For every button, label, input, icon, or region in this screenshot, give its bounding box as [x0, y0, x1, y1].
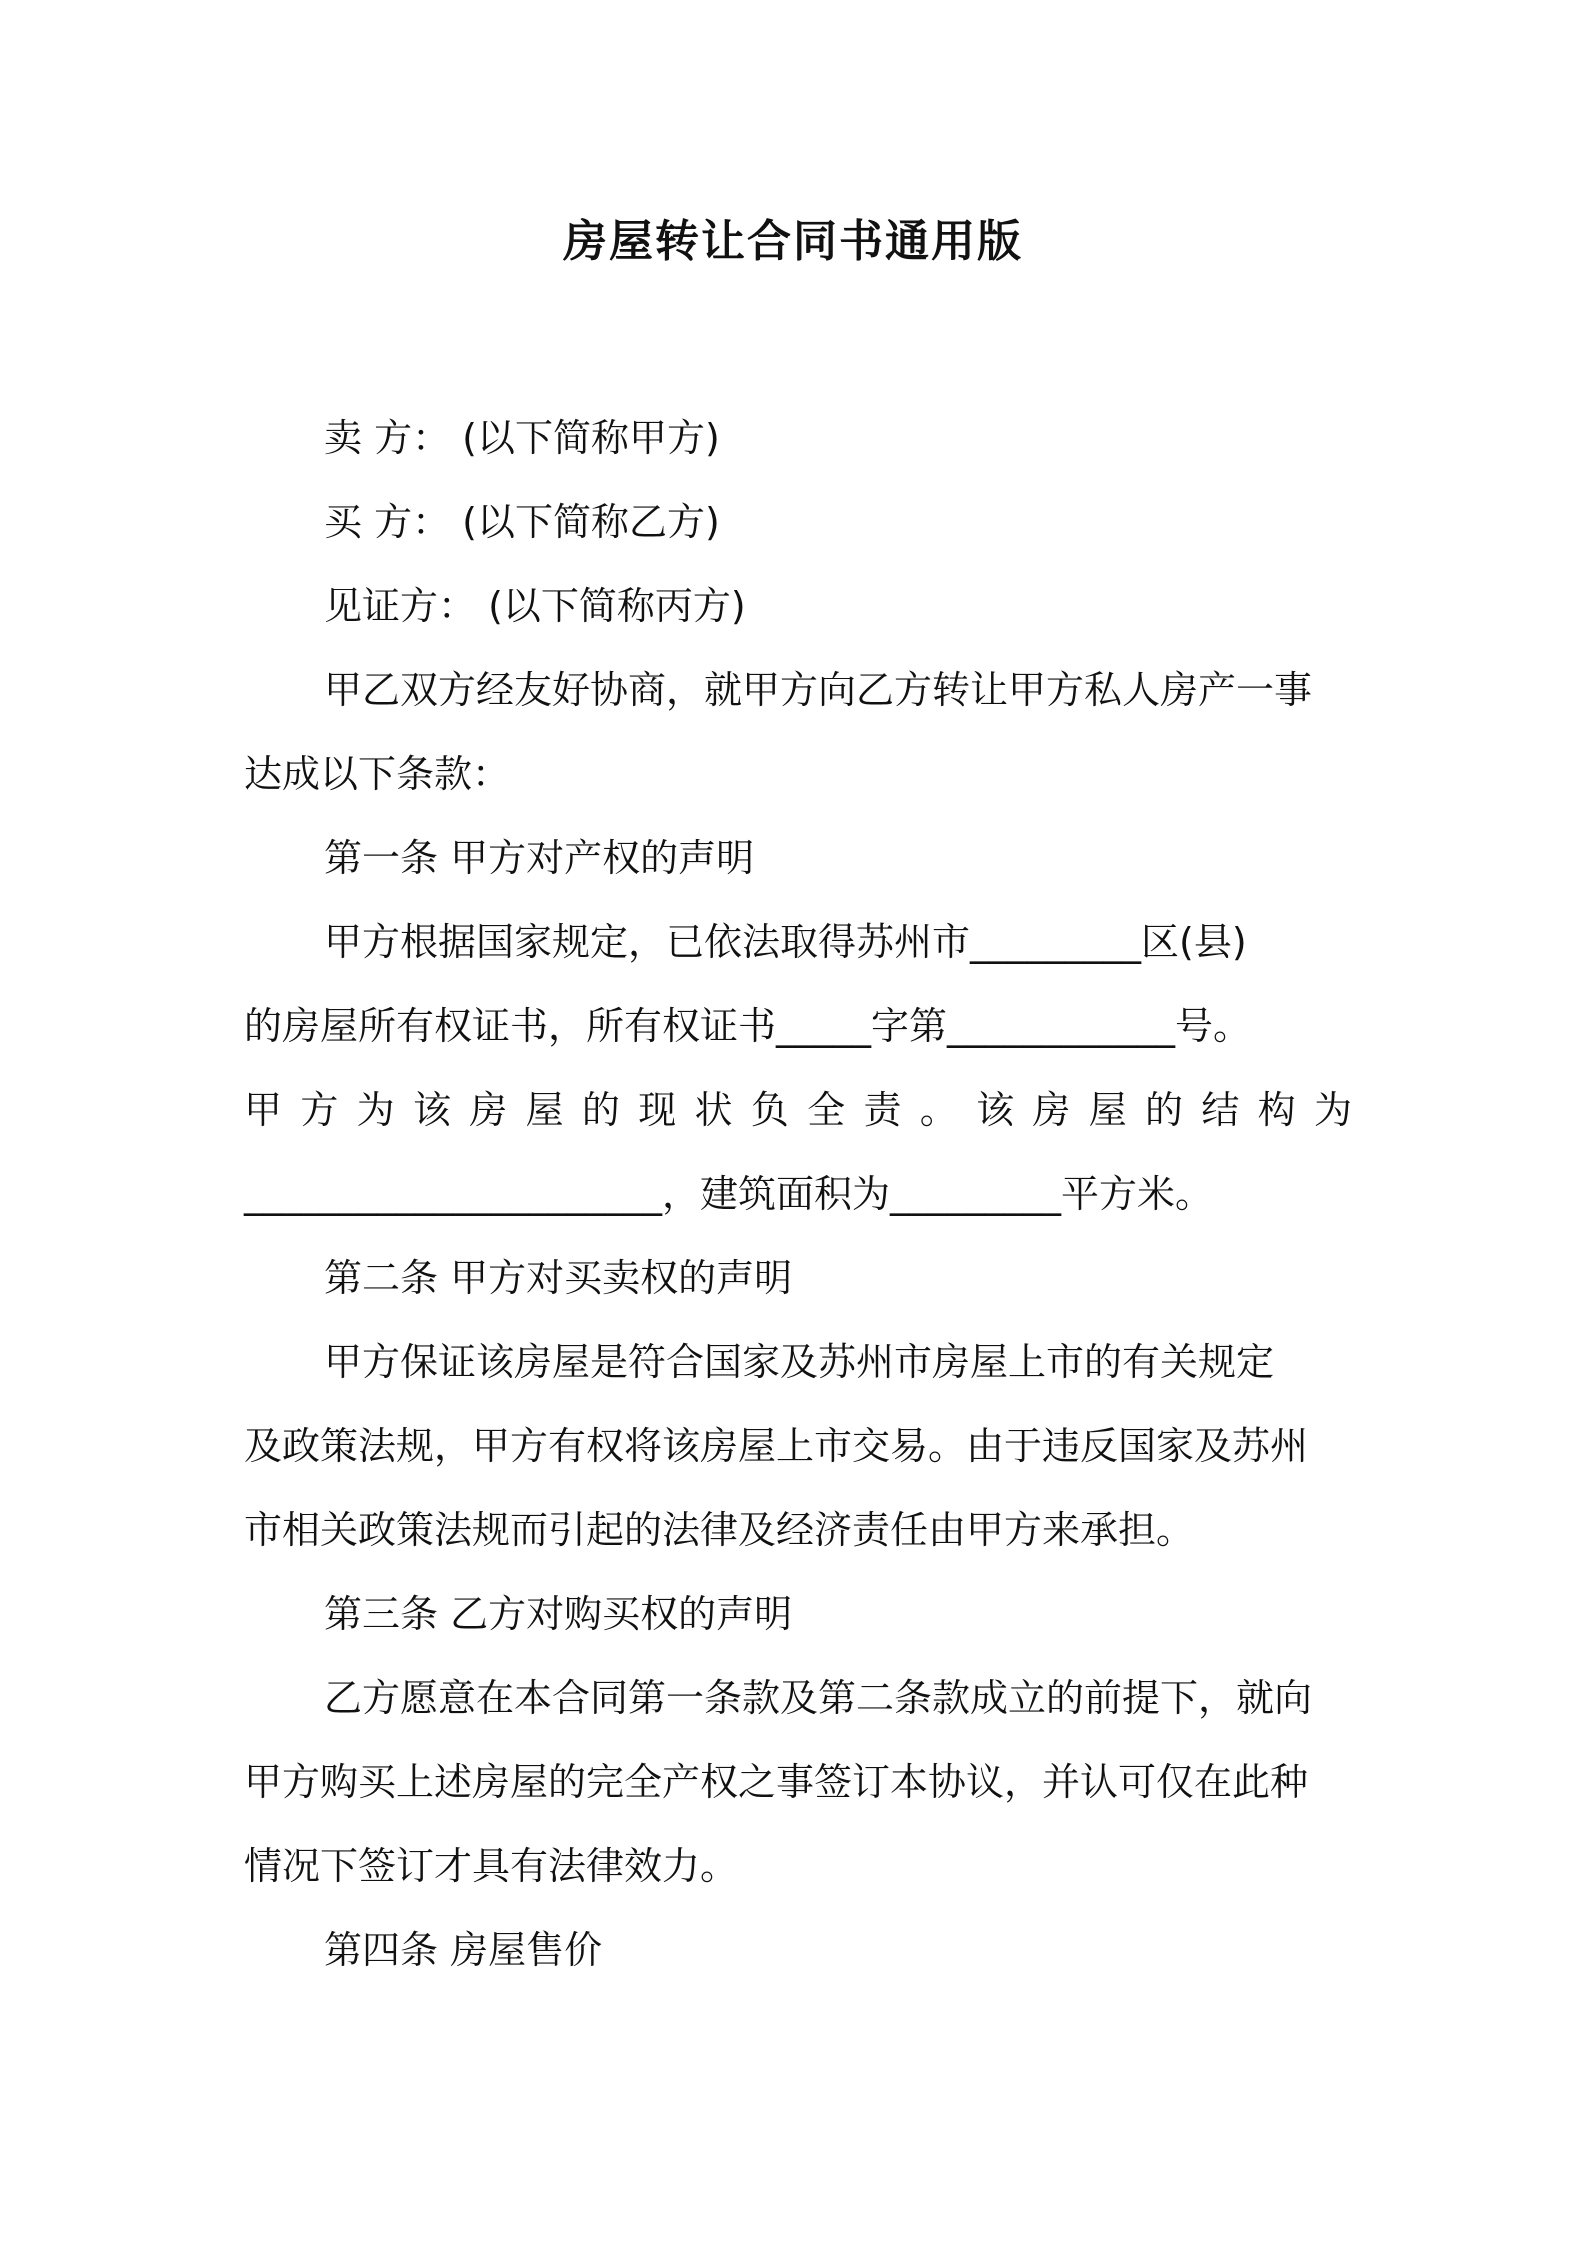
article1-line-3-char: 结 [1201, 1088, 1240, 1132]
article1-line-3-char: 责 [863, 1088, 902, 1132]
article2-line-1: 甲方保证该房屋是符合国家及苏州市房屋上市的有关规定 [324, 1340, 1275, 1384]
article1-line-3-char: 屋 [1088, 1088, 1127, 1132]
article1-line-4: ______________________，建筑面积为_________平方米。 [244, 1172, 1214, 1216]
article1-line-3-char: 现 [638, 1088, 677, 1132]
article2-line-3: 市相关政策法规而引起的法律及经济责任由甲方来承担。 [244, 1508, 1195, 1552]
article3-line-2: 甲方购买上述房屋的完全产权之事签订本协议，并认可仅在此种 [244, 1760, 1309, 1804]
article1-line-3-char: 的 [581, 1088, 620, 1132]
article3-heading: 第三条 乙方对购买权的声明 [324, 1592, 793, 1636]
intro-line-2: 达成以下条款： [244, 752, 511, 796]
article1-line-2: 的房屋所有权证书，所有权证书_____字第____________号。 [244, 1004, 1252, 1048]
article1-line-3-char: 为 [1313, 1088, 1352, 1132]
article1-line-3-char: 该 [976, 1088, 1015, 1132]
document-title: 房屋转让合同书通用版 [563, 216, 1023, 267]
article1-line-3-char: 房 [469, 1088, 508, 1132]
article1-heading: 第一条 甲方对产权的声明 [324, 836, 755, 880]
seller-line: 卖 方： (以下简称甲方) [324, 416, 720, 460]
witness-line: 见证方： (以下简称丙方) [324, 584, 746, 628]
article1-line-3-char: 状 [694, 1088, 733, 1132]
article1-line-3-char: 为 [356, 1088, 395, 1132]
article3-line-1: 乙方愿意在本合同第一条款及第二条款成立的前提下，就向 [324, 1676, 1313, 1720]
article3-line-3: 情况下签订才具有法律效力。 [244, 1844, 739, 1888]
article1-line-3-char: 该 [412, 1088, 451, 1132]
article1-line-3-char: 方 [300, 1088, 339, 1132]
article1-line-1: 甲方根据国家规定，已依法取得苏州市_________区(县) [324, 920, 1247, 964]
intro-line-1: 甲乙双方经友好协商，就甲方向乙方转让甲方私人房产一事 [324, 668, 1313, 712]
article1-line-3-char: 。 [919, 1088, 958, 1132]
article1-line-3-char: 房 [1032, 1088, 1071, 1132]
article1-line-3-char: 屋 [525, 1088, 564, 1132]
article2-line-2: 及政策法规，甲方有权将该房屋上市交易。由于违反国家及苏州 [244, 1424, 1309, 1468]
article1-line-3-char: 负 [750, 1088, 789, 1132]
article1-line-3 [244, 1068, 1352, 1152]
buyer-line: 买 方： (以下简称乙方) [324, 500, 720, 544]
article1-line-3-char: 构 [1257, 1088, 1296, 1132]
document-body [244, 396, 1352, 1992]
article4-heading: 第四条 房屋售价 [324, 1928, 603, 1972]
article1-line-3-char: 的 [1145, 1088, 1184, 1132]
article2-heading: 第二条 甲方对买卖权的声明 [324, 1256, 793, 1300]
article1-line-3-char: 全 [807, 1088, 846, 1132]
article1-line-3-char: 甲 [244, 1088, 283, 1132]
